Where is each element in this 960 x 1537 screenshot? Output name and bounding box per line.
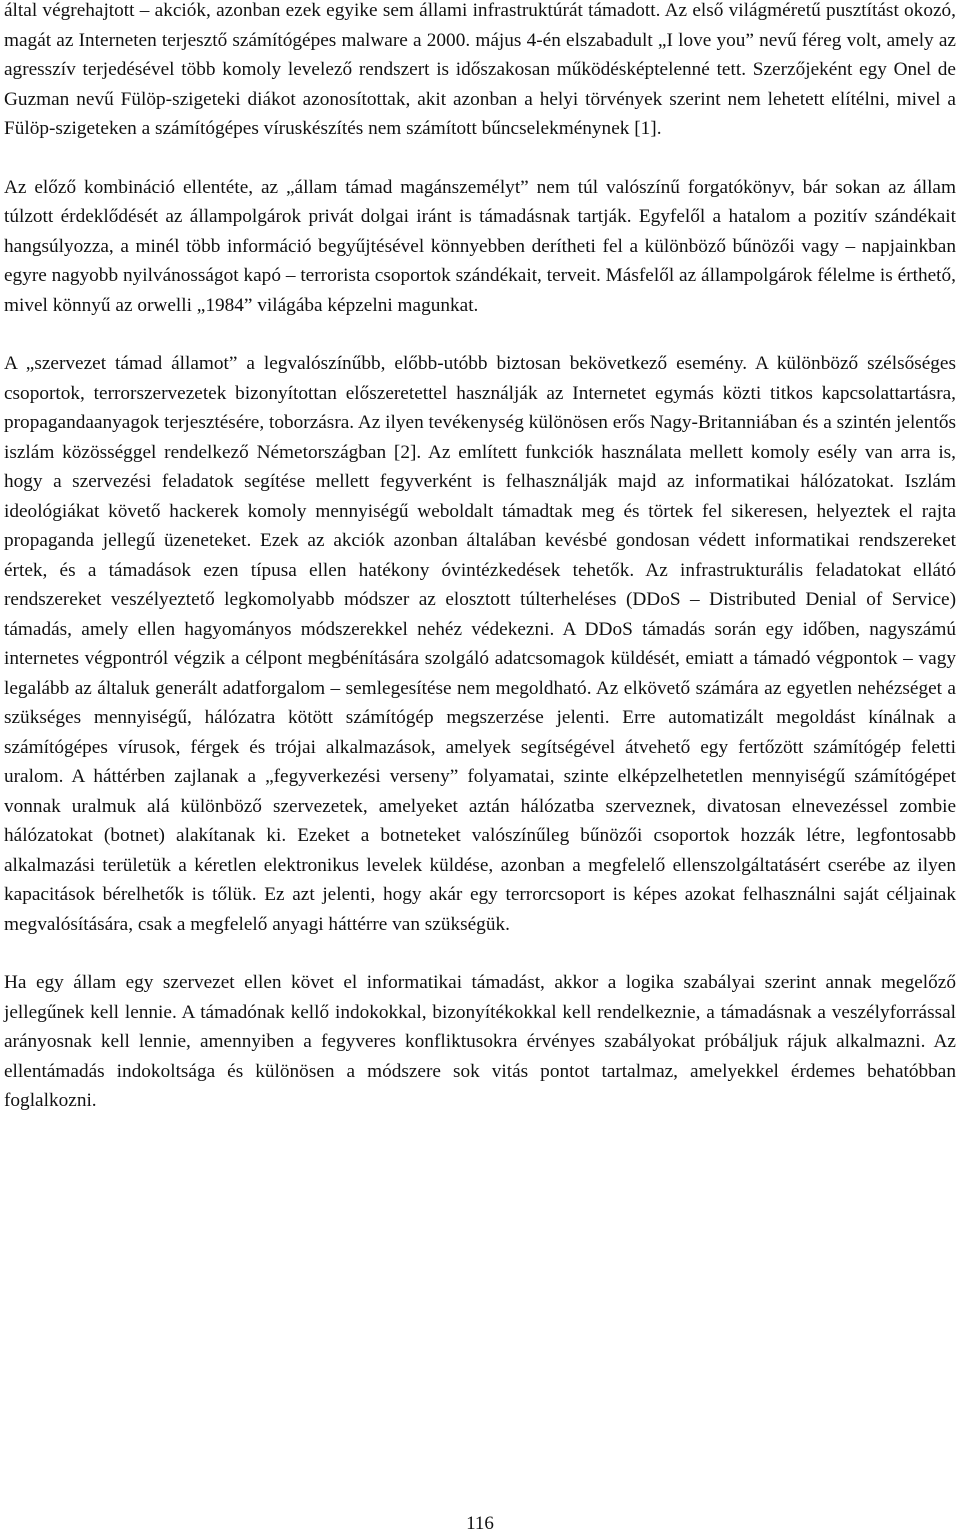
paragraph-spacer <box>4 939 956 968</box>
document-page <box>4 0 956 1116</box>
paragraph-4: Ha egy állam egy szervezet ellen követ el informatikai támadást, akkor a logika szabályai szerint annak megelőző jellegűnek kell lennie. A támadónak kellő indokokkal, bizonyítékokkal kell rendelkeznie, a támadásnak a veszélyforrással arányosnak kell lennie, amennyiben a fegyveres konfliktusokra érvényes szabályokat próbáljuk rájuk alkalmazni. Az ellentámadás indokoltsága és különösen a módszere sok vitás pontot tartalmaz, amelyekkel érdemes behatóbban foglalkozni. <box>4 972 956 1111</box>
page-number: 116 <box>466 1513 494 1534</box>
paragraph-spacer <box>4 144 956 173</box>
paragraph-1: által végrehajtott – akciók, azonban ezek egyike sem állami infrastruktúrát támadott. Az első világméretű pusztítást okozó, magát az Interneten terjesztő számítógépes malware a 2000. május 4-én elszabadult „I love you” nevű féreg volt, amely az agresszív terjedésével több komoly levelező rendszert is időszakosan működésképtelenné tett. Szerzőjeként egy Onel de Guzman nevű Fülöp-szigeteki diákot azonosítottak, akit azonban a helyi törvények szerint nem lehetett elítélni, mivel a Fülöp-szigeteken a számítógépes víruskészítés nem számított bűncselekménynek [1]. <box>4 0 956 139</box>
paragraph-3: A „szervezet támad államot” a legvalószínűbb, előbb-utóbb biztosan bekövetkező esemény. A különböző szélsőséges csoportok, terrorszervezetek bizonyítottan előszeretettel használják az Internetet egymás közti titkos kapcsolattartásra, propagandaanyagok terjesztésére, toborzásra. Az ilyen tevékenység különösen erős Nagy-Britanniában és a szintén jelentős iszlám közösséggel rendelkező Németországban [2]. Az említett funkciók használata mellett komoly esély van arra is, hogy a szervezési feladatok segítése mellett fegyverként is felhasználják majd az informatikai hálózatokat. Iszlám ideológiákat követő hackerek komoly mennyiségű weboldalt támadtak meg és törtek fel sikeresen, helyeztek el rajta propaganda jellegű üzeneteket. Ezek az akciók azonban általában kevésbé gondosan védett informatikai rendszereket értek, és a támadások ezen típusa ellen hatékony óvintézkedések tehetők. Az infrastrukturális feladatokat ellátó rendszereket veszélyeztető legkomolyabb módszer az elosztott túlterheléses (DDoS – Distributed Denial of Service) támadás, amely ellen hagyományos módszerekkel nehéz védekezni. A DDoS támadás során egy időben, nagyszámú internetes végpontról végzik a célpont megbénítására szolgáló adatcsomagok küldését, emiatt a támadó végpontok – vagy legalább az általuk generált adatforgalom – semlegesítése nem megoldható. Az elkövető számára az egyetlen nehézséget a szükséges mennyiségű, hálózatra kötött számítógép megszerzése jelenti. Erre automatizált megoldást kínálnak a számítógépes vírusok, férgek és trójai alkalmazások, amelyek segítségével átvehető egy fertőzött számítógép feletti uralom. A háttérben zajlanak a „fegyverkezési verseny” folyamatai, szinte elképzelhetetlen mennyiségű számítógépet vonnak uralmuk alá különböző szervezetek, amelyeket aztán hálózatba szerveznek, divatosan elnevezéssel zombie hálózatokat (botnet) alakítanak ki. Ezeket a botneteket valószínűleg bűnözői csoportok hozzák létre, legfontosabb alkalmazási területük a kéretlen elektronikus levelek küldése, azonban a megfelelő ellenszolgáltatásért cserébe az ilyen kapacitások bérelhetők is tőlük. Ez azt jelenti, hogy akár egy terrorcsoport is képes azokat felhasználni saját céljainak megvalósítására, csak a megfelelő anyagi háttérre van szükségük. <box>4 353 956 935</box>
paragraph-2: Az előző kombináció ellentéte, az „állam támad magánszemélyt” nem túl valószínű forgatókönyv, bár sokan az állam túlzott érdeklődését az állampolgárok privát dolgai iránt is támadásnak tartják. Egyfelől a hatalom a pozitív szándékait hangsúlyozza, a minél több információ begyűjtésével könnyebben derítheti fel a különböző bűnözői vagy – napjainkban egyre nagyobb nyilvánosságot kapó – terrorista csoportok szándékait, terveit. Másfelől az állampolgárok félelme is érthető, mivel könnyű az orwelli „1984” világába képzelni magunkat. <box>4 176 956 316</box>
paragraph-spacer <box>4 320 956 349</box>
